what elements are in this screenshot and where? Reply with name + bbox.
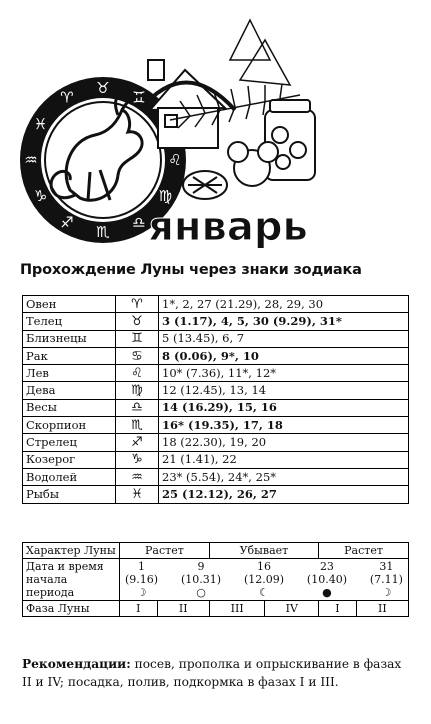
phase-value: I [120, 601, 158, 617]
recommendations [22, 655, 414, 691]
sign-symbol: ♊ [116, 330, 159, 347]
moon-phase-icon: ☽ [381, 586, 392, 599]
period-day: 16 [256, 560, 271, 573]
sign-name: Рыбы [23, 486, 116, 503]
moon-phase-icon: ☾ [259, 586, 269, 599]
period-start [125, 560, 158, 599]
sign-symbol: ♌ [116, 365, 159, 382]
phase-value: III [209, 601, 265, 617]
sign-name: Дева [23, 382, 116, 399]
moon-phase-icon: ● [322, 586, 332, 599]
sign-name: Козерог [23, 451, 116, 468]
wheel-symbol: ♈ [60, 88, 74, 107]
wheel-symbol: ♑ [33, 187, 48, 205]
character-row [23, 543, 409, 559]
sign-days: 5 (13.45), 6, 7 [159, 330, 409, 347]
sign-symbol: ♑ [116, 451, 159, 468]
sign-days: 21 (1.41), 22 [159, 451, 409, 468]
character-value: Растет [319, 543, 409, 559]
recommendations-text: посев, прополка и опрыскивание в фазах II и IV; посадка, полив, подкормка в фазах I и III. [22, 657, 402, 689]
zodiac-row [23, 347, 409, 364]
section-heading: Прохождение Луны через знаки зодиака [20, 262, 362, 278]
period-day: 1 [138, 560, 146, 573]
sign-days: 14 (16.29), 15, 16 [159, 399, 409, 416]
character-label: Характер Луны [23, 543, 120, 559]
wheel-symbol: ♌ [168, 151, 182, 169]
sign-days: 25 (12.12), 26, 27 [159, 486, 409, 503]
sign-name: Лев [23, 365, 116, 382]
wheel-symbol: ♍ [158, 187, 173, 205]
sign-days: 23* (5.54), 24*, 25* [159, 468, 409, 485]
period-day: 23 [319, 560, 334, 573]
wheel-symbol: ♓ [33, 115, 48, 133]
period-day: 9 [197, 560, 205, 573]
phase-value: I [319, 601, 357, 617]
period-time: (9.16) [125, 573, 159, 586]
zodiac-row [23, 417, 409, 434]
moon-phase-table [22, 542, 409, 617]
sign-symbol: ♉ [116, 313, 159, 330]
wheel-symbol: ♉ [96, 79, 110, 97]
sign-name: Весы [23, 399, 116, 416]
zodiac-row [23, 434, 409, 451]
sign-symbol: ♋ [116, 347, 159, 364]
wheel-symbol: ♒ [24, 151, 38, 169]
zodiac-row [23, 313, 409, 330]
jar-drawing [265, 100, 315, 180]
zodiac-row [23, 330, 409, 347]
period-day: 31 [379, 560, 394, 573]
sign-name: Близнецы [23, 330, 116, 347]
phase-value: IV [265, 601, 319, 617]
phase-value: II [356, 601, 408, 617]
sign-days: 3 (1.17), 4, 5, 30 (9.29), 31* [159, 313, 409, 330]
period-time: (10.40) [306, 573, 347, 586]
sign-symbol: ♐ [116, 434, 159, 451]
sign-symbol: ♏ [116, 417, 159, 434]
moon-phase-icon: ☽ [136, 586, 147, 599]
sign-days: 12 (12.45), 13, 14 [159, 382, 409, 399]
sign-days: 8 (0.06), 9*, 10 [159, 347, 409, 364]
sign-days: 18 (22.30), 19, 20 [159, 434, 409, 451]
wheel-symbol: ♏ [96, 223, 110, 241]
period-start [181, 560, 221, 599]
sign-days: 1*, 2, 27 (21.29), 28, 29, 30 [159, 296, 409, 313]
zodiac-row [23, 468, 409, 485]
sign-name: Скорпион [23, 417, 116, 434]
sign-name: Овен [23, 296, 116, 313]
zodiac-row [23, 399, 409, 416]
character-value: Растет [120, 543, 210, 559]
period-time: (7.11) [369, 573, 403, 586]
datetime-row [23, 559, 409, 601]
zodiac-row [23, 382, 409, 399]
pinecone-drawing [183, 142, 278, 199]
sign-symbol: ♒ [116, 468, 159, 485]
sign-name: Телец [23, 313, 116, 330]
phase-value: II [157, 601, 209, 617]
zodiac-row [23, 486, 409, 503]
period-time: (10.31) [180, 573, 222, 586]
phase-row [23, 601, 409, 617]
moon-phase-icon: ○ [196, 586, 206, 599]
datetime-cell [120, 559, 409, 601]
datetime-label: Дата и время начала периода [23, 559, 120, 601]
sign-symbol: ♎ [116, 399, 159, 416]
character-value: Убывает [209, 543, 318, 559]
sign-days: 16* (19.35), 17, 18 [159, 417, 409, 434]
zodiac-table [22, 295, 409, 504]
sign-symbol: ♓ [116, 486, 159, 503]
wheel-symbol: ♎ [132, 213, 146, 232]
wheel-symbol: ♊ [132, 88, 146, 107]
period-start [244, 560, 284, 599]
january-illustration [0, 0, 431, 250]
phase-label: Фаза Луны [23, 601, 120, 617]
sign-symbol: ♈ [116, 296, 159, 313]
sign-name: Водолей [23, 468, 116, 485]
sign-days: 10* (7.36), 11*, 12* [159, 365, 409, 382]
period-time: (12.09) [243, 573, 285, 586]
zodiac-row [23, 365, 409, 382]
zodiac-row [23, 296, 409, 313]
sign-symbol: ♍ [116, 382, 159, 399]
zodiac-row [23, 451, 409, 468]
recommendations-label: Рекомендации: [22, 657, 131, 671]
wheel-symbol: ♐ [60, 213, 74, 232]
month-title: январь [148, 204, 308, 250]
period-start [307, 560, 347, 599]
period-start [370, 560, 403, 599]
sign-name: Рак [23, 347, 116, 364]
sign-name: Стрелец [23, 434, 116, 451]
